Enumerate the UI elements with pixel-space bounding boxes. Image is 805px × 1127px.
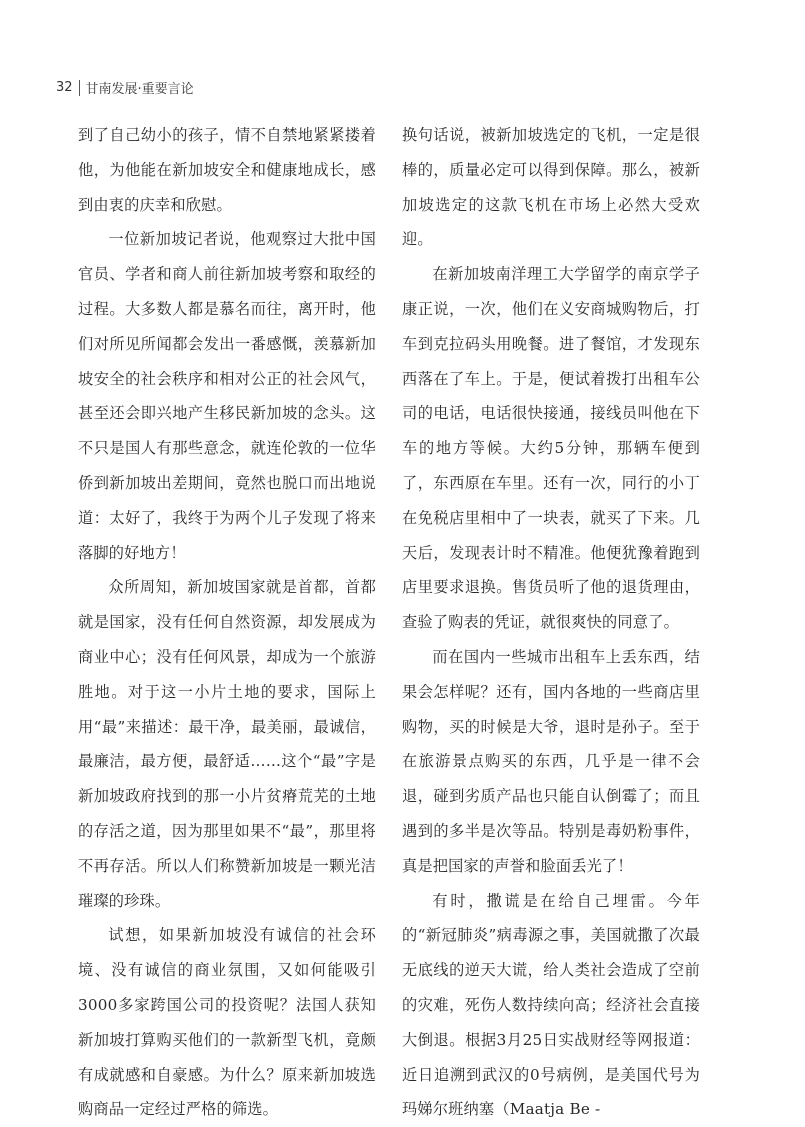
paragraph: 试想，如果新加坡没有诚信的社会环境、没有诚信的商业氛围，又如何能吸引3000多家跨国公司的投资呢？法国人获知新加坡打算购买他们的一款新型飞机，竟颇有成就感和自豪感。为什么？原来新加坡选购商品一定经过严格的筛选。 — [78, 926, 376, 1119]
header-divider — [79, 80, 80, 96]
running-header — [56, 78, 194, 97]
left-column — [78, 118, 376, 1127]
paragraph: 有时，撒谎是在给自己埋雷。今年的“新冠肺炎”病毒源之事，美国就撒了次最无底线的逆天大谎，给人类社会造成了空前的灾难，死伤人数持续向高；经济社会直接大倒退。根据3月25日实战财经等网报道：近日追溯到武汉的0号病例，是美国代号为玛娣尔班纳塞（Maatja Be - — [402, 891, 700, 1119]
right-column — [402, 118, 700, 1127]
page-number: 32 — [56, 80, 73, 95]
paragraph: 在新加坡南洋理工大学留学的南京学子康正说，一次，他们在义安商城购物后，打车到克拉码头用晚餐。进了餐馆，才发现东西落在了车上。于是，便试着拨打出租车公司的电话，电话很快接通，接线员叫他在下车的地方等候。大约5分钟，那辆车便到了，东西原在车里。还有一次，同行的小丁在免税店里相中了一块表，就买了下来。几天后，发现表计时不精准。他便犹豫着跑到店里要求退换。售货员听了他的退货理由，查验了购表的凭证，就很爽快的同意了。 — [402, 265, 700, 632]
paragraph: 而在国内一些城市出租车上丢东西，结果会怎样呢？还有，国内各地的一些商店里购物，买的时候是大爷，退时是孙子。至于在旅游景点购买的东西，几乎是一律不会退，碰到劣质产品也只能自认倒霉了；而且遇到的多半是次等品。特别是毒奶粉事件，真是把国家的声誉和脸面丢光了！ — [402, 647, 700, 875]
section-title: 甘南发展·重要言论 — [85, 82, 194, 97]
paragraph: 众所周知，新加坡国家就是首都，首都就是国家，没有任何自然资源，却发展成为商业中心；没有任何风景，却成为一个旅游胜地。对于这一小片土地的要求，国际上用“最”来描述：最干净，最美丽，最诚信，最廉洁，最方便，最舒适……这个“最”字是新加坡政府找到的那一小片贫瘠荒芜的土地的存活之道，因为那里如果不“最”，那里将不再存活。所以人们称赞新加坡是一颗光洁璀璨的珍珠。 — [78, 578, 376, 910]
paragraph: 到了自己幼小的孩子，情不自禁地紧紧搂着他，为他能在新加坡安全和健康地成长，感到由衷的庆幸和欣慰。 — [78, 126, 376, 214]
paragraph: 一位新加坡记者说，他观察过大批中国官员、学者和商人前往新加坡考察和取经的过程。大多数人都是慕名而往，离开时，他们对所见所闻都会发出一番感慨，羡慕新加坡安全的社会秩序和相对公正的社会风气，甚至还会即兴地产生移民新加坡的念头。这不只是国人有那些意念，就连伦敦的一位华侨到新加坡出差期间，竟然也脱口而出地说道：太好了，我终于为两个儿子发现了将来落脚的好地方！ — [78, 230, 376, 562]
paragraph: 换句话说，被新加坡选定的飞机，一定是很棒的，质量必定可以得到保障。那么，被新加坡选定的这款飞机在市场上必然大受欢迎。 — [402, 126, 700, 249]
